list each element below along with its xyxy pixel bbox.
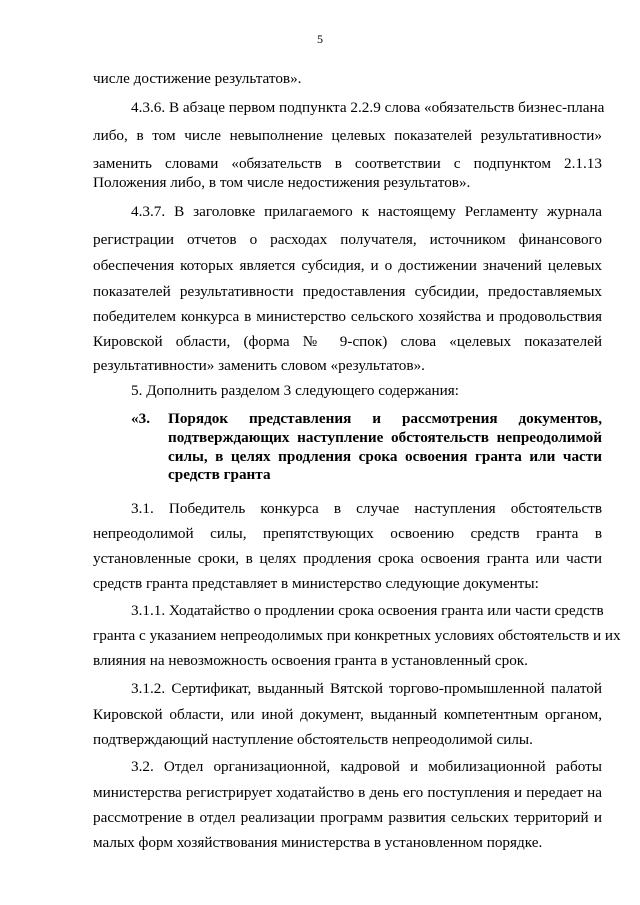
text-line: Кировской области, (форма № 9-спок) слова «целевых показателей xyxy=(93,333,602,350)
text-line: министерства регистрирует ходатайство в день его поступления и передает на xyxy=(93,784,602,801)
text-line: показателей результативности предоставления субсидии, предоставляемых xyxy=(93,283,602,300)
text-line: победителем конкурса в министерство сельского хозяйства и продовольствия xyxy=(93,308,602,325)
text-line: 3.2. Отдел организационной, кадровой и мобилизационной работы xyxy=(131,758,602,775)
section-heading-line: силы, в целях продления срока освоения гранта или части xyxy=(168,448,602,465)
text-line: либо, в том числе невыполнение целевых показателей результативности» xyxy=(93,127,602,144)
page-number: 5 xyxy=(317,32,323,46)
text-line: результативности» заменить словом «результатов». xyxy=(93,357,425,374)
section-heading-line: средств гранта xyxy=(168,466,271,483)
text-line: 3.1.2. Сертификат, выданный Вятской торгово-промышленной палатой xyxy=(131,680,602,697)
section-heading-line: Порядок представления и рассмотрения документов, xyxy=(168,410,602,427)
text-line: влияния на невозможность освоения гранта в установленный срок. xyxy=(93,652,528,669)
text-line: малых форм хозяйствования министерства в установленном порядке. xyxy=(93,834,543,851)
text-line: гранта с указанием непреодолимых при конкретных условиях обстоятельств и их xyxy=(93,627,621,644)
text-line: средств гранта представляет в министерство следующие документы: xyxy=(93,575,539,592)
text-line: установленные сроки, в целях продления срока освоения гранта или части xyxy=(93,550,602,567)
text-line: 4.3.6. В абзаце первом подпункта 2.2.9 слова «обязательств бизнес-плана xyxy=(131,99,605,116)
text-line: 3.1.1. Ходатайство о продлении срока освоения гранта или части средств xyxy=(131,602,604,619)
text-line: регистрации отчетов о расходах получателя, источником финансового xyxy=(93,231,602,248)
text-line: числе достижение результатов». xyxy=(93,70,302,87)
text-line: 3.1. Победитель конкурса в случае наступления обстоятельств xyxy=(131,500,602,517)
text-line: 5. Дополнить разделом 3 следующего содержания: xyxy=(131,382,459,399)
text-line: подтверждающий наступление обстоятельств непреодолимой силы. xyxy=(93,731,533,748)
text-line: обеспечения которых является субсидия, и о достижении значений целевых xyxy=(93,257,602,274)
text-line: 4.3.7. В заголовке прилагаемого к настоящему Регламенту журнала xyxy=(131,203,602,220)
text-line: заменить словами «обязательств в соответствии с подпунктом 2.1.13 xyxy=(93,155,602,172)
section-heading-line: подтверждающих наступление обстоятельств непреодолимой xyxy=(168,429,602,446)
text-line: Положения либо, в том числе недостижения результатов». xyxy=(93,174,471,191)
section-heading-number: «3. xyxy=(131,410,150,427)
text-line: рассмотрение в отдел реализации программ развития сельских территорий и xyxy=(93,809,602,826)
text-line: Кировской области, или иной документ, выданный компетентным органом, xyxy=(93,706,602,723)
text-line: непреодолимой силы, препятствующих освоению средств гранта в xyxy=(93,525,602,542)
